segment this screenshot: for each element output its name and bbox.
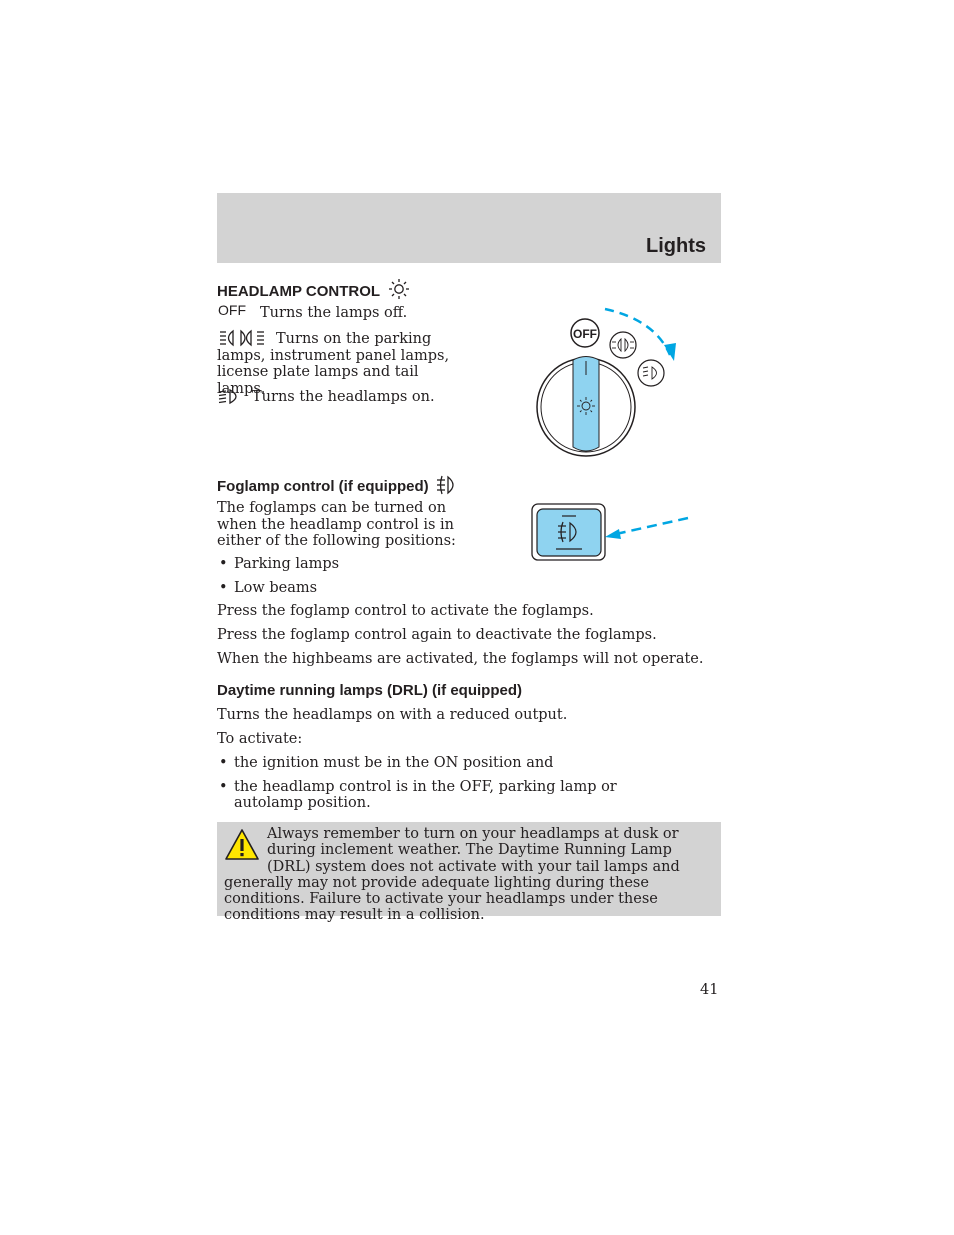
- foglamp-heading: [217, 475, 458, 495]
- section-header-bar: [217, 193, 721, 263]
- rotation-arrowhead: [664, 343, 676, 361]
- diagram-off-label: OFF: [573, 327, 597, 341]
- warning-content: [224, 826, 704, 924]
- section-title: Lights: [646, 235, 706, 257]
- headlamp-position-ring: [638, 360, 664, 386]
- foglamp-heading-text: Foglamp control (if equipped): [217, 478, 429, 495]
- foglamp-para-1: Press the foglamp control to activate the foglamps.: [217, 603, 594, 619]
- headlamp-heading: [217, 278, 410, 300]
- foglamp-intro: The foglamps can be turned on when the headlamp control is in either of the following positions:: [217, 500, 456, 549]
- foglamp-icon: [436, 475, 458, 495]
- headlamps-description: Turns the headlamps on.: [252, 389, 435, 405]
- list-item: • Parking lamps: [217, 556, 517, 573]
- off-symbol-label: OFF: [218, 302, 246, 318]
- warning-text: Always remember to turn on your headlamps at dusk or during inclement weather. The Daytime Running Lamp (DRL) system does not activate with your tail lamps and generally may not provide adequate lighting during these conditions. Failure to activate your headlamps under these conditions may result in a collision.: [224, 826, 680, 924]
- sun-icon: [388, 278, 410, 300]
- foglamp-para-3: When the highbeams are activated, the foglamps will not operate.: [217, 651, 704, 667]
- headlamp-control-diagram: [530, 305, 690, 460]
- drl-para-1: Turns the headlamps on with a reduced output.: [217, 707, 568, 723]
- parking-position-ring: [610, 332, 636, 358]
- list-item: • the ignition must be in the ON position and: [217, 755, 677, 772]
- drl-conditions-list: [217, 755, 677, 819]
- headlamp-heading-text: HEADLAMP CONTROL: [217, 283, 380, 300]
- foglamp-para-2: Press the foglamp control again to deactivate the foglamps.: [217, 627, 657, 643]
- warning-triangle-icon: [224, 828, 260, 862]
- list-item: • the headlamp control is in the OFF, parking lamp or autolamp position.: [217, 779, 677, 812]
- drl-para-2: To activate:: [217, 731, 303, 747]
- off-description: Turns the lamps off.: [260, 305, 408, 321]
- pointer-arrow: [616, 518, 688, 534]
- parking-description: Turns on the parking lamps, instrument panel lamps, license plate lamps and tail lamps.: [217, 331, 450, 397]
- drl-heading: Daytime running lamps (DRL) (if equipped): [217, 682, 523, 699]
- list-item: • Low beams: [217, 580, 517, 597]
- page-number: 41: [700, 982, 719, 998]
- warning-box: [217, 822, 721, 924]
- foglamp-button-diagram: [530, 502, 692, 562]
- headlamp-low-beam-icon: [218, 388, 242, 405]
- pointer-arrowhead: [605, 529, 621, 539]
- foglamp-positions-list: [217, 556, 517, 603]
